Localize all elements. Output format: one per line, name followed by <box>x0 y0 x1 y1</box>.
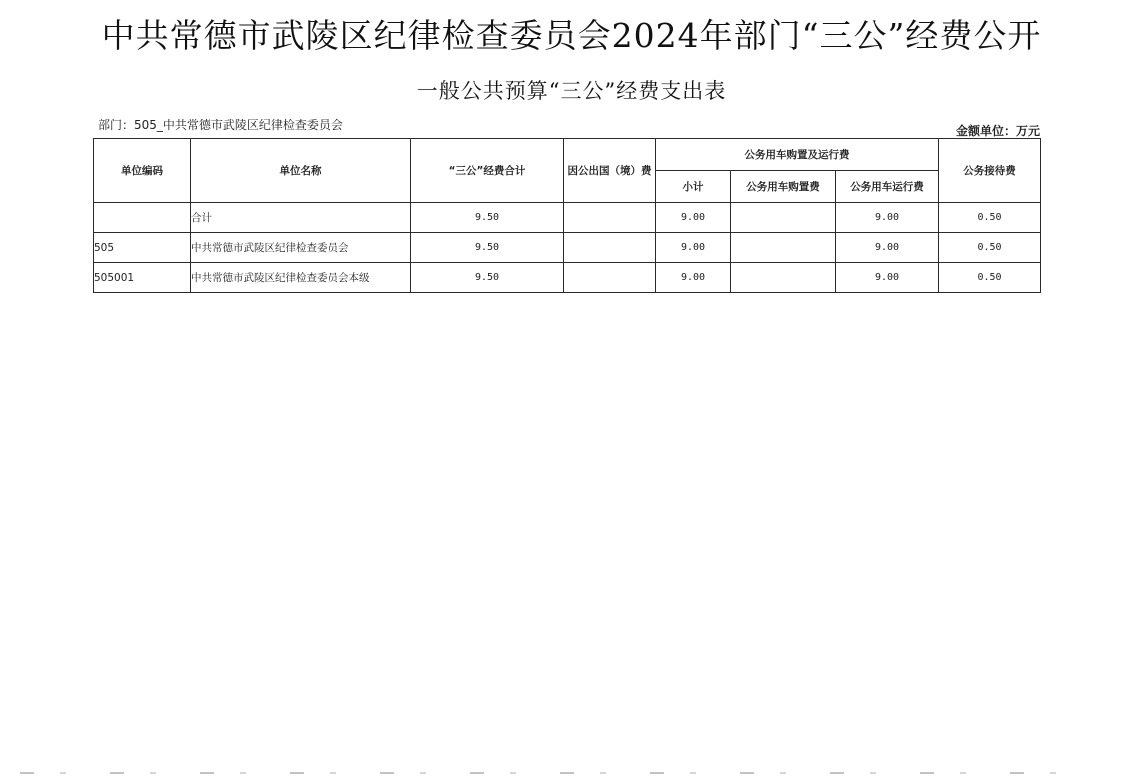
header-vehicle-subtotal: 小计 <box>656 171 731 203</box>
cell-reception: 0.50 <box>939 263 1041 293</box>
cell-unit-name: 中共常德市武陵区纪律检查委员会 <box>191 233 411 263</box>
cell-total: 9.50 <box>411 263 564 293</box>
cell-vehicle-operation: 9.00 <box>836 263 939 293</box>
department-label: 部门：505_中共常德市武陵区纪律检查委员会 <box>98 118 343 132</box>
header-row-1 <box>94 139 1041 171</box>
header-vehicle-operation: 公务用车运行费 <box>836 171 939 203</box>
cell-abroad <box>564 203 656 233</box>
cell-vehicle-subtotal: 9.00 <box>656 233 731 263</box>
cell-unit-code: 505 <box>94 233 191 263</box>
cell-vehicle-operation: 9.00 <box>836 233 939 263</box>
page-title: 中共常德市武陵区纪律检查委员会2024年部门“三公”经费公开 <box>101 16 1042 55</box>
cell-unit-code <box>94 203 191 233</box>
table-row <box>94 263 1041 293</box>
header-vehicle-group: 公务用车购置及运行费 <box>656 139 939 171</box>
cell-total: 9.50 <box>411 233 564 263</box>
header-reception-fee: 公务接待费 <box>939 139 1041 203</box>
header-unit-name: 单位名称 <box>191 139 411 203</box>
table-row <box>94 233 1041 263</box>
table-subtitle: 一般公共预算“三公”经费支出表 <box>416 79 727 103</box>
cell-vehicle-purchase <box>731 203 836 233</box>
cell-abroad <box>564 233 656 263</box>
amount-unit-label: 金额单位：万元 <box>955 124 1040 138</box>
cell-vehicle-purchase <box>731 263 836 293</box>
header-three-public-total: “三公”经费合计 <box>411 139 564 203</box>
three-public-expense-table <box>93 138 1041 293</box>
cell-reception: 0.50 <box>939 203 1041 233</box>
header-unit-code: 单位编码 <box>94 139 191 203</box>
cell-total: 9.50 <box>411 203 564 233</box>
cell-vehicle-subtotal: 9.00 <box>656 203 731 233</box>
cell-unit-name: 中共常德市武陵区纪律检查委员会本级 <box>191 263 411 293</box>
cell-vehicle-operation: 9.00 <box>836 203 939 233</box>
header-vehicle-purchase: 公务用车购置费 <box>731 171 836 203</box>
cell-vehicle-subtotal: 9.00 <box>656 263 731 293</box>
cell-abroad <box>564 263 656 293</box>
scan-noise-strip <box>20 772 1100 774</box>
cell-unit-code: 505001 <box>94 263 191 293</box>
header-abroad-fee: 因公出国（境）费 <box>564 139 656 203</box>
cell-reception: 0.50 <box>939 233 1041 263</box>
cell-unit-name: 合计 <box>191 203 411 233</box>
cell-vehicle-purchase <box>731 233 836 263</box>
table-row <box>94 203 1041 233</box>
